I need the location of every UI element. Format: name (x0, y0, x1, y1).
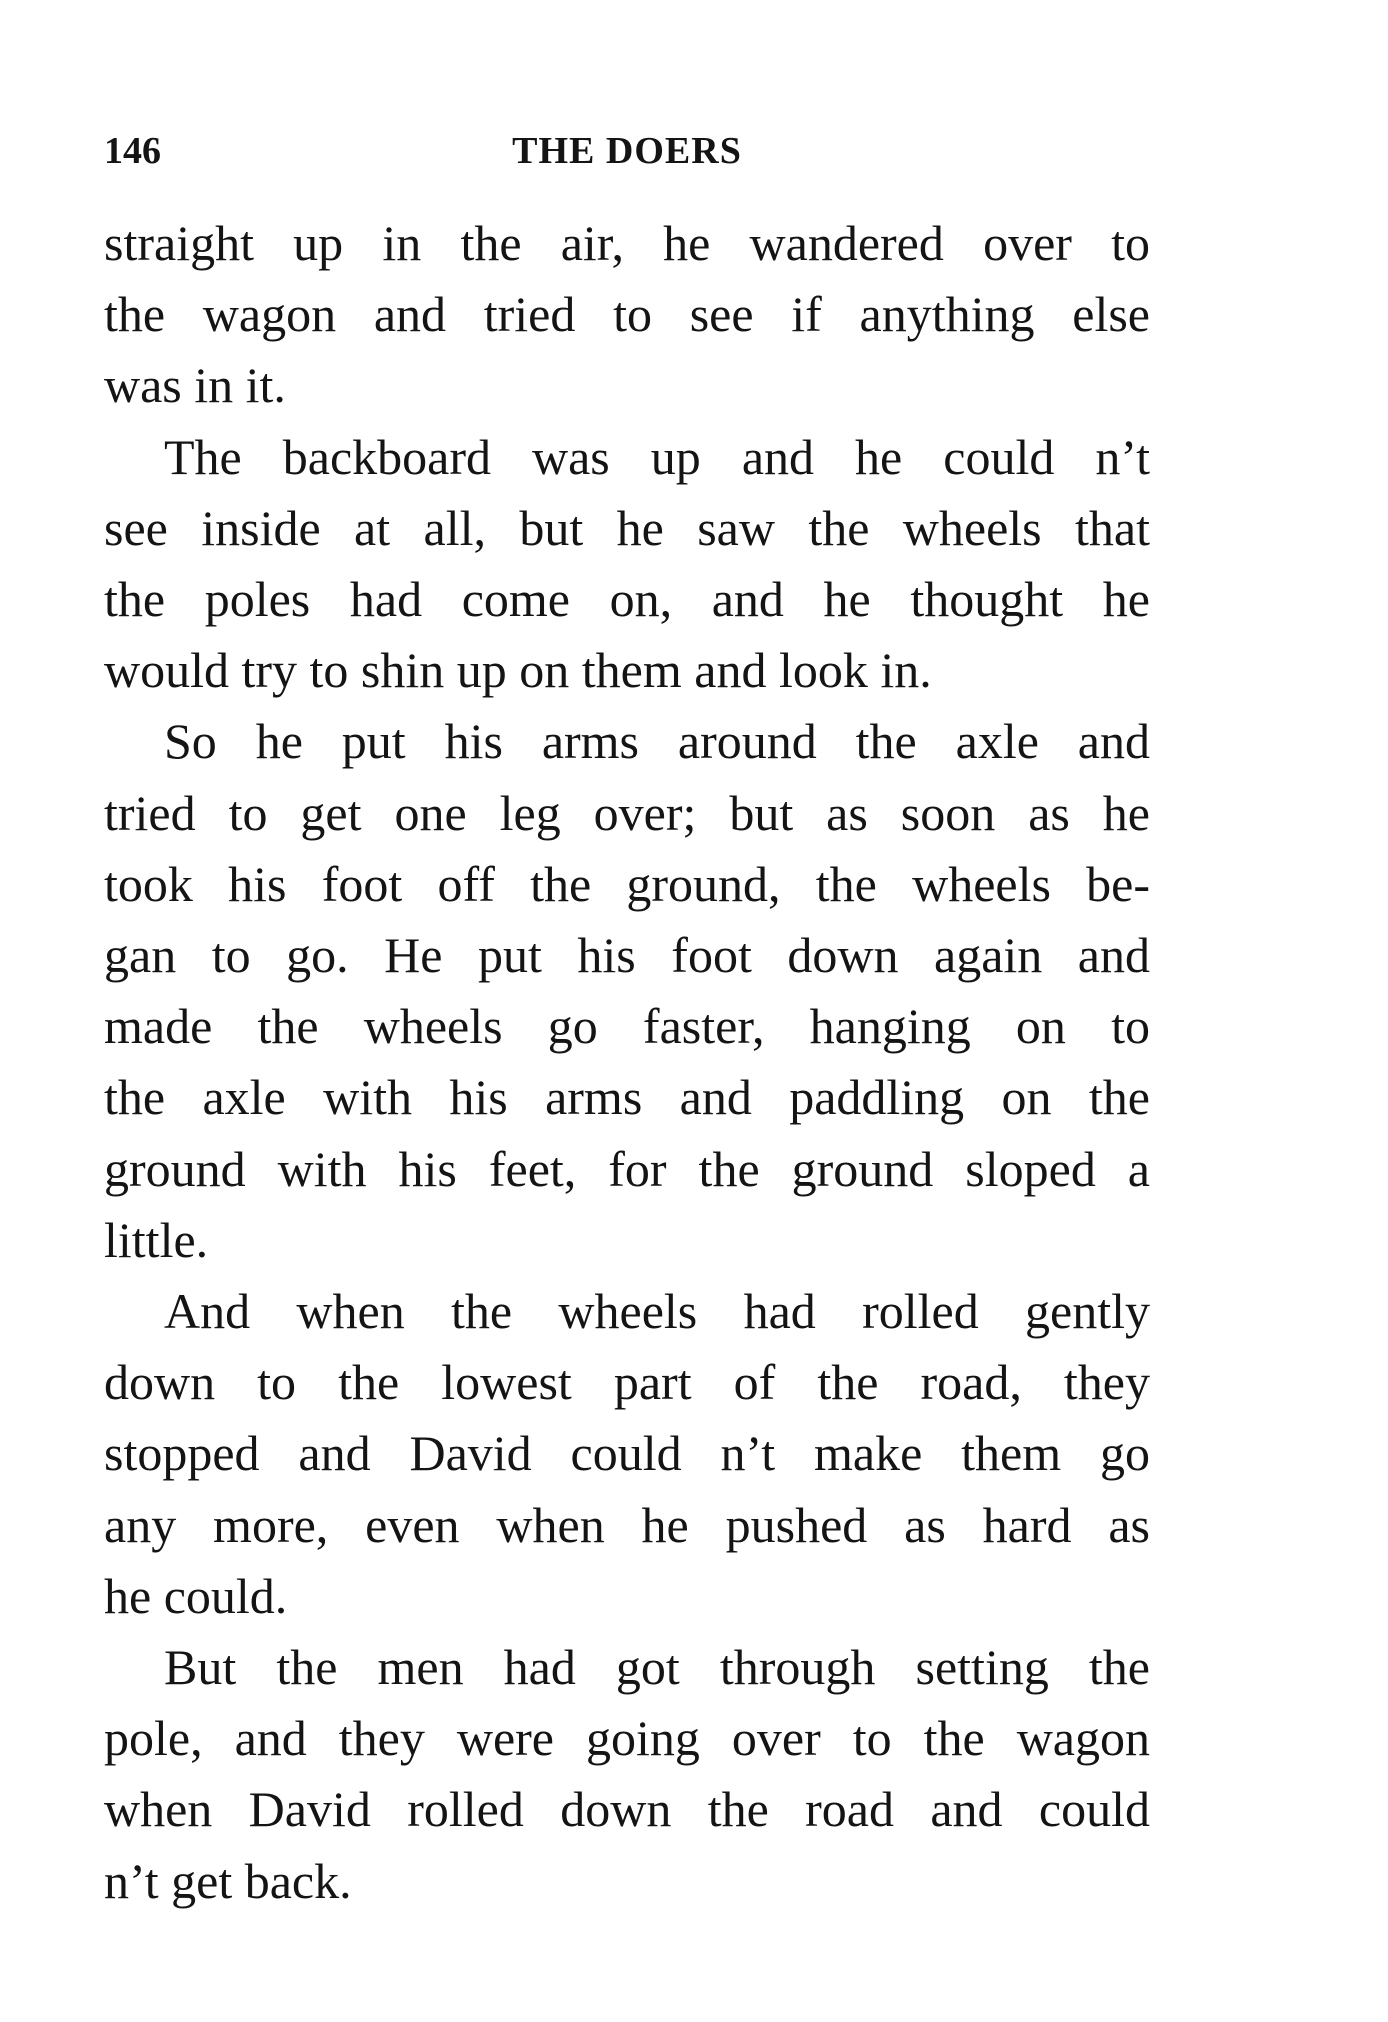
text-line: But the men had got through setting the (164, 1639, 1150, 1696)
text-line: he could. (104, 1567, 288, 1624)
text-line: So he put his arms around the axle and (164, 713, 1150, 770)
text-line: would try to shin up on them and look in. (104, 642, 932, 699)
text-line: stopped and David could n’t make them go (104, 1425, 1150, 1482)
text-line: The backboard was up and he could n’t (164, 428, 1150, 485)
text-line: little. (104, 1211, 209, 1268)
text-line: the wagon and tried to see if anything else (104, 286, 1150, 343)
text-line: straight up in the air, he wandered over to (104, 215, 1150, 271)
page-header (104, 126, 1150, 176)
paragraph (104, 208, 1150, 422)
text-line: pole, and they were going over to the wagon (104, 1710, 1150, 1767)
text-line: made the wheels go faster, hanging on to (104, 998, 1150, 1055)
text-line: ground with his feet, for the ground sloped a (104, 1140, 1150, 1197)
paragraph (104, 706, 1150, 1276)
text-line: the poles had come on, and he thought he (104, 571, 1150, 628)
text-line: tried to get one leg over; but as soon as he (104, 784, 1150, 841)
body-text (104, 208, 1150, 1917)
text-line: took his foot off the ground, the wheels be- (104, 855, 1150, 912)
text-line: any more, even when he pushed as hard as (104, 1496, 1150, 1553)
text-line: see inside at all, but he saw the wheels that (104, 499, 1150, 556)
paragraph (104, 1632, 1150, 1917)
paragraph (104, 422, 1150, 707)
text-line: And when the wheels had rolled gently (164, 1283, 1150, 1340)
text-line: gan to go. He put his foot down again and (104, 927, 1150, 984)
text-line: when David rolled down the road and could (104, 1781, 1150, 1838)
text-line: was in it. (104, 357, 286, 414)
paragraph (104, 1276, 1150, 1632)
text-line: down to the lowest part of the road, they (104, 1354, 1150, 1411)
text-line: n’t get back. (104, 1852, 352, 1909)
running-head: THE DOERS (512, 130, 742, 172)
text-line: the axle with his arms and paddling on the (104, 1069, 1150, 1126)
page-number: 146 (104, 130, 161, 172)
